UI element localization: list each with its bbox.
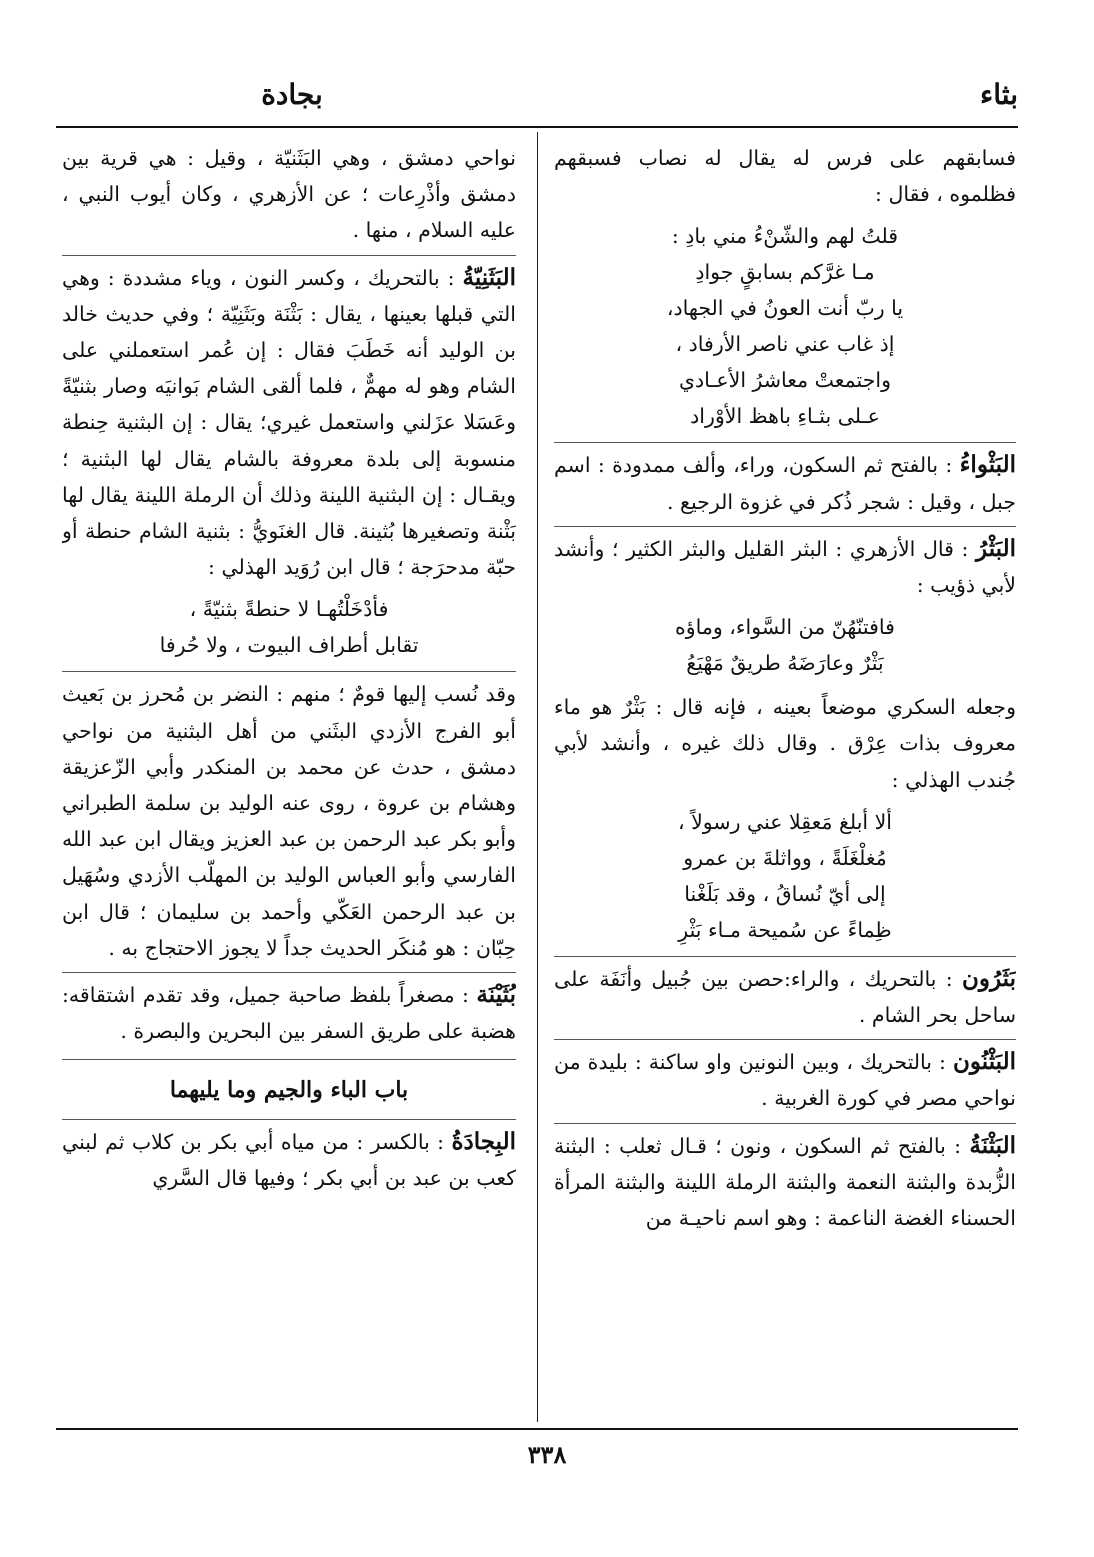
verse-line: مـا غرَّكم بسابقٍ جوادِ — [695, 260, 875, 285]
column-divider — [537, 132, 538, 1422]
verse-line: واجتمعتْ معاشرُ الأعـادي — [678, 368, 891, 393]
footer-rule — [56, 1428, 1018, 1430]
verse-line: ألا أبلغ مَعقِلا عني رسولاً ، — [677, 809, 893, 834]
poem-block — [554, 218, 1016, 434]
running-head-left: بجادة — [261, 78, 323, 111]
verse-line: إلى أيّ نُساقُ ، وقد بَلَغْنا — [684, 881, 886, 906]
headword: البَثْرُ — [976, 534, 1016, 562]
entry-text: : بالتحريك ، وكسر النون ، وياء مشددة : وهي التي قبلها بعينها ، يقال : بَثْنَة وبَثَنِيّة ؛ وفي حديث خالد بن الوليد أنه خَطَبَ فقال : إن عُمر استعملني على الشام وهو له مهمٌّ ، فلما ألقى الشام بَوانيَه وصار بثنيّةً وعَسَلا عزَلني واستعمل غيري؛ يقال : إن البثنية حِنطة منسوبة إلى بلدة معروفة بالشام يقال لها البثنية ؛ ويقـال : إن البثنية اللينة وذلك أن الرملة اللينة يقال لها بَثْنة وتصغيرها بُثينة. قال الغنَويُّ : بثنية الشام حنطة أو حبّة مدحرَجة ؛ قال ابن رُوَيد الهذلي : — [62, 265, 516, 580]
entry-text: : بالكسر : من مياه أبي بكر بن كلاب ثم لبني كعب بن عبد بن أبي بكر ؛ وفيها قال السَّري — [62, 1129, 516, 1190]
entry-buthayna — [62, 972, 516, 1049]
entry-text: : بالفتح ثم السكون، وراء، وألف ممدودة : اسم جبل ، وقيل : شجر ذُكر في غزوة الرجيع . — [554, 453, 1016, 514]
left-column — [62, 140, 516, 1420]
verse-line: يا ربّ أنت العونُ في الجهاد، — [666, 296, 904, 321]
entry-text: : قال الأزهري : البثر القليل والبثر الكثير ؛ وأنشد لأبي ذؤيب : — [554, 536, 1016, 598]
verse-line: ظِماءً عن سُميحة مـاء بَثْرِ — [678, 917, 892, 942]
headword: البَثْنَةُ — [969, 1131, 1016, 1159]
entry-text-block: وجعله السكري موضعاً بعينه ، فإنه قال : بَثْرٌ هو ماء معروف بذات عِرْق . وقال ذلك غيره ، وأنشد لأبي جُندب الهذلي : — [554, 695, 1016, 792]
entry-continuation: نواحي دمشق ، وهي البَثَنيّة ، وقيل : هي قرية بين دمشق وأذْرِعات ؛ عن الأزهري ، وكان أيوب النبي ، عليه السلام ، منها . — [62, 146, 516, 243]
headword: بَثَرُون — [961, 964, 1016, 992]
verse-line: قلتُ لهم والشّنْءُ مني بادِ : — [671, 224, 899, 249]
entry-text: : بالتحريك ، وبين النونين واو ساكنة : بليدة من نواحي مصر في كورة الغربية . — [554, 1050, 1016, 1111]
verse-line: فافتنّهُنّ من السَّواء، وماؤه — [675, 615, 895, 640]
verse-line: فأدْخَلْتُهـا لا حنطةً بثنيّةً ، — [189, 597, 389, 622]
poem-block — [62, 591, 516, 663]
verse-line: عـلى بثـاءِ باهظ الأوْراد — [690, 404, 880, 429]
headword: البِجادَةُ — [451, 1127, 516, 1155]
entry-text: : بالتحريك ، والراء:حصن بين جُبيل وأنَفَة على ساحل بحر الشام . — [554, 966, 1016, 1028]
headword: بُثَيْنَة — [476, 981, 516, 1009]
entry-bathnun — [554, 1039, 1016, 1116]
running-head-right: بثاء — [980, 78, 1018, 111]
verse-line: تقابل أطراف البيوت ، ولا حُرفا — [159, 633, 419, 658]
entry-text: : بالفتح ثم السكون ، ونون ؛ قـال ثعلب : البثنة الزُّبدة والبثنة النعمة والبثنة الرملة اللينة والبثنة المرأة الحسناء الغضة الناعمة : وهو اسم ناحيـة من — [554, 1133, 1016, 1231]
right-column — [554, 140, 1016, 1420]
header-rule — [56, 126, 1018, 128]
poem-block — [554, 609, 1016, 681]
entry-bathwa — [554, 442, 1016, 519]
entry-text-block: وقد نُسب إليها قومٌ ؛ منهم : النضر بن مُحرز بن بَعيث أبو الفرج الأزدي البثَني من أهل البثنية من نواحي دمشق ، حدث عن محمد بن المنكدر وأبي الزّعزيقة وهشام بن عروة ، روى عنه الوليد بن سلمة الطبراني وأبو بكر عبد الرحمن بن عبد العزيز ويقال ابن عبد الله الفارسي وأبو العباس الوليد بن المهلّب الأزدي وسُهَيل بن عبد الرحمن العَكّي وأحمد بن سليمان ؛ قال ابن حِبّان : هو مُنكَر الحديث جداً لا يجوز الاحتجاج به . — [62, 671, 516, 966]
headword: البَثْنُون — [953, 1048, 1016, 1076]
entry-bathrun — [554, 956, 1016, 1033]
verse-line: إذ غاب عني ناصر الأرفاد ، — [675, 332, 895, 357]
verse-line: بَثْرٌ وعارَضَهُ طريقٌ مَهْيَعُ — [686, 651, 884, 676]
entry-bathr — [554, 526, 1016, 603]
headword: البَثَنِيّةُ — [462, 263, 516, 291]
entry-continuation: فسابقهم على فرس له يقال له نصاب فسبقهم فظلموه ، فقال : — [554, 146, 1016, 207]
poem-block — [554, 804, 1016, 948]
entry-bathna — [554, 1123, 1016, 1237]
verse-line: مُغلْغَلَةً ، وواثلةَ بن عمرو — [683, 845, 887, 870]
entry-text: : مصغراً بلفظ صاحبة جميل، وقد تقدم اشتقاقه: هضبة على طريق السفر بين البحرين والبصرة . — [62, 983, 516, 1044]
headword: البَثْواءُ — [959, 451, 1016, 479]
entry-bathaniyya — [62, 255, 516, 586]
section-title: باب الباء والجيم وما يليهما — [62, 1059, 516, 1108]
page-number: ٣٣٨ — [527, 1440, 567, 1469]
entry-bijada — [62, 1119, 516, 1196]
